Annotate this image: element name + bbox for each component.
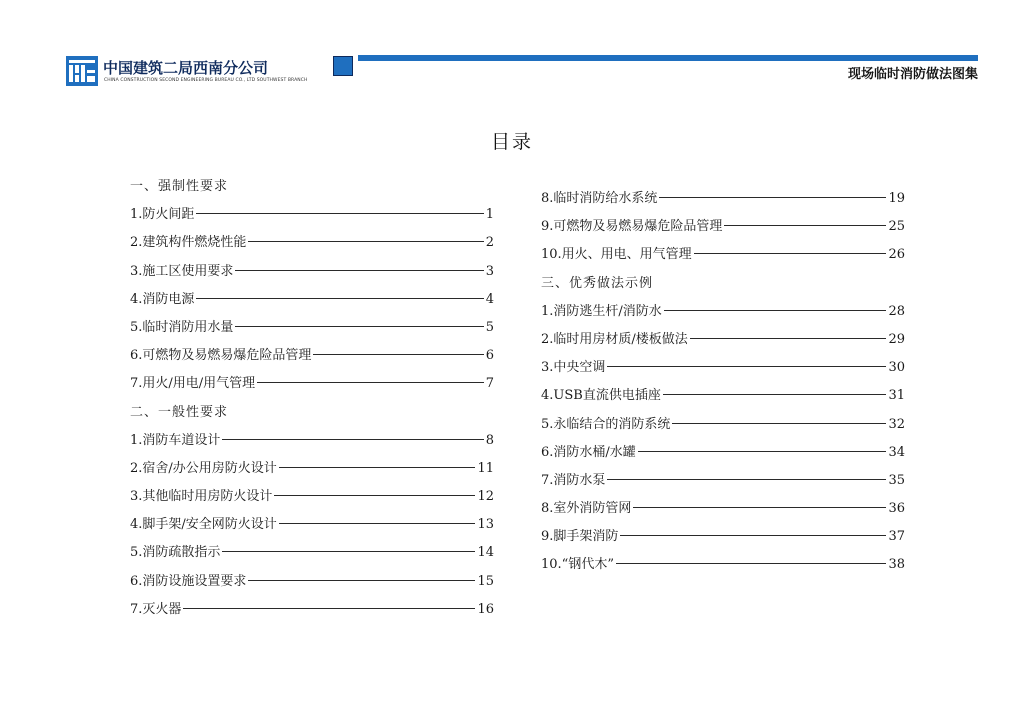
toc-page-number: 37 bbox=[888, 529, 905, 545]
company-name: 中国建筑二局西南分公司 bbox=[103, 59, 269, 77]
toc-entry[interactable] bbox=[541, 298, 905, 326]
toc-page-number: 13 bbox=[477, 517, 494, 533]
section-heading-label: 二、一般性要求 bbox=[130, 404, 229, 420]
toc-leader-line bbox=[196, 213, 483, 214]
toc-leader-line bbox=[274, 495, 475, 496]
toc-entry-label: 2.建筑构件燃烧性能 bbox=[130, 235, 247, 251]
toc-entry-label: 8.室外消防管网 bbox=[541, 501, 632, 517]
toc-entry[interactable] bbox=[130, 286, 494, 314]
toc-entry-label: 6.消防设施设置要求 bbox=[130, 573, 247, 589]
toc-page-number: 16 bbox=[477, 601, 494, 617]
toc-page-number: 25 bbox=[888, 219, 905, 235]
toc-entry[interactable] bbox=[130, 342, 494, 370]
toc-page-number: 2 bbox=[485, 235, 494, 251]
toc-entry-label: 3.中央空调 bbox=[541, 360, 606, 376]
toc-entry[interactable] bbox=[541, 213, 905, 241]
toc-entry-label: 3.施工区使用要求 bbox=[130, 263, 234, 279]
toc-entry-label: 5.消防疏散指示 bbox=[130, 545, 221, 561]
toc-leader-line bbox=[724, 225, 886, 226]
toc-page-number: 12 bbox=[477, 489, 494, 505]
header-bar-decoration bbox=[358, 55, 978, 61]
toc-entry-label: 4.USB直流供电插座 bbox=[541, 388, 661, 404]
toc-page-number: 31 bbox=[888, 388, 905, 404]
toc-entry[interactable] bbox=[130, 511, 494, 539]
toc-leader-line bbox=[672, 423, 886, 424]
toc-leader-line bbox=[607, 479, 886, 480]
toc-entry[interactable] bbox=[541, 439, 905, 467]
toc-entry[interactable] bbox=[541, 354, 905, 382]
toc-entry[interactable] bbox=[541, 467, 905, 495]
toc-entry[interactable] bbox=[130, 568, 494, 596]
toc-leader-line bbox=[313, 354, 483, 355]
toc-entry[interactable] bbox=[130, 201, 494, 229]
toc-entry-label: 7.灭火器 bbox=[130, 601, 182, 617]
section-heading-label: 一、强制性要求 bbox=[130, 179, 229, 194]
toc-entry-label: 7.用火/用电/用气管理 bbox=[130, 376, 256, 392]
toc-leader-line bbox=[235, 326, 483, 327]
toc-leader-line bbox=[183, 608, 475, 609]
toc-page-number: 5 bbox=[485, 319, 494, 335]
toc-entry-label: 10.“钢代木” bbox=[541, 557, 614, 573]
toc-leader-line bbox=[663, 394, 887, 395]
document-title: 现场临时消防做法图集 bbox=[847, 67, 978, 82]
toc-entry[interactable] bbox=[130, 483, 494, 511]
toc-entry-label: 9.可燃物及易燃易爆危险品管理 bbox=[541, 219, 723, 235]
toc-entry[interactable] bbox=[130, 455, 494, 483]
toc-entry-label: 1.防火间距 bbox=[130, 207, 195, 223]
toc-entry[interactable] bbox=[541, 523, 905, 551]
toc-entry-label: 1.消防逃生杆/消防水 bbox=[541, 303, 662, 319]
toc-entry-label: 5.临时消防用水量 bbox=[130, 319, 234, 335]
toc-leader-line bbox=[248, 241, 483, 242]
toc-entry-label: 4.消防电源 bbox=[130, 291, 195, 307]
toc-page-number: 32 bbox=[888, 416, 905, 432]
toc-page-number: 3 bbox=[485, 263, 494, 279]
toc-page-number: 4 bbox=[485, 291, 494, 307]
company-name-english: CHINA CONSTRUCTION SECOND ENGINEERING BUREAU CO., LTD SOUTHWEST BRANCH bbox=[104, 78, 308, 83]
toc-entry[interactable] bbox=[130, 258, 494, 286]
toc-page-number: 29 bbox=[888, 331, 905, 347]
toc-leader-line bbox=[279, 467, 476, 468]
toc-leader-line bbox=[620, 535, 886, 536]
toc-section-heading bbox=[541, 270, 905, 298]
toc-left-column bbox=[130, 173, 494, 624]
toc-leader-line bbox=[616, 563, 886, 564]
toc-entry[interactable] bbox=[130, 229, 494, 257]
toc-entry[interactable] bbox=[541, 495, 905, 523]
toc-leader-line bbox=[222, 439, 483, 440]
toc-leader-line bbox=[664, 310, 887, 311]
toc-title: 目录 bbox=[490, 131, 533, 153]
toc-page-number: 15 bbox=[477, 573, 494, 589]
toc-page-number: 8 bbox=[485, 432, 494, 448]
toc-entry[interactable] bbox=[541, 185, 905, 213]
toc-page-number: 7 bbox=[485, 376, 494, 392]
toc-leader-line bbox=[222, 551, 475, 552]
toc-page-number: 38 bbox=[888, 557, 905, 573]
toc-leader-line bbox=[690, 338, 887, 339]
toc-leader-line bbox=[633, 507, 886, 508]
toc-page-number: 14 bbox=[477, 545, 494, 561]
toc-leader-line bbox=[196, 298, 483, 299]
toc-entry-label: 10.用火、用电、用气管理 bbox=[541, 247, 692, 263]
toc-right-column bbox=[541, 185, 905, 580]
toc-page-number: 35 bbox=[888, 472, 905, 488]
toc-entry[interactable] bbox=[541, 551, 905, 579]
toc-page-number: 11 bbox=[477, 460, 494, 476]
toc-entry-label: 7.消防水泵 bbox=[541, 472, 606, 488]
toc-leader-line bbox=[248, 580, 475, 581]
toc-page-number: 1 bbox=[485, 207, 494, 223]
toc-section-heading bbox=[130, 399, 494, 427]
toc-entry[interactable] bbox=[541, 241, 905, 269]
toc-page-number: 6 bbox=[485, 348, 494, 364]
toc-entry-label: 8.临时消防给水系统 bbox=[541, 191, 658, 206]
section-heading-label: 三、优秀做法示例 bbox=[541, 275, 654, 291]
toc-entry-label: 4.脚手架/安全网防火设计 bbox=[130, 517, 277, 533]
toc-section-heading bbox=[130, 173, 494, 201]
toc-entry-label: 5.永临结合的消防系统 bbox=[541, 416, 671, 432]
toc-entry-label: 9.脚手架消防 bbox=[541, 529, 619, 545]
toc-leader-line bbox=[694, 253, 887, 254]
toc-entry-label: 2.宿舍/办公用房防火设计 bbox=[130, 460, 277, 476]
toc-leader-line bbox=[659, 197, 886, 198]
toc-entry-label: 1.消防车道设计 bbox=[130, 432, 221, 448]
toc-leader-line bbox=[607, 366, 886, 367]
toc-entry-label: 2.临时用房材质/楼板做法 bbox=[541, 331, 688, 347]
toc-leader-line bbox=[279, 523, 476, 524]
toc-entry[interactable] bbox=[130, 539, 494, 567]
toc-page-number: 36 bbox=[888, 501, 905, 517]
toc-page-number: 28 bbox=[888, 303, 905, 319]
toc-entry[interactable] bbox=[130, 427, 494, 455]
toc-page-number: 30 bbox=[888, 360, 905, 376]
toc-leader-line bbox=[235, 270, 483, 271]
toc-entry-label: 3.其他临时用房防火设计 bbox=[130, 489, 273, 505]
toc-page-number: 19 bbox=[888, 191, 905, 206]
toc-leader-line bbox=[638, 451, 887, 452]
company-logo bbox=[66, 56, 98, 86]
toc-entry-label: 6.可燃物及易燃易爆危险品管理 bbox=[130, 348, 312, 364]
toc-entry[interactable] bbox=[541, 326, 905, 354]
toc-entry[interactable] bbox=[130, 370, 494, 398]
toc-entry-label: 6.消防水桶/水罐 bbox=[541, 444, 636, 460]
toc-entry[interactable] bbox=[130, 314, 494, 342]
toc-page-number: 26 bbox=[888, 247, 905, 263]
header-square-decoration bbox=[333, 56, 353, 76]
toc-entry[interactable] bbox=[541, 382, 905, 410]
toc-page-number: 34 bbox=[888, 444, 905, 460]
toc-entry[interactable] bbox=[130, 596, 494, 624]
toc-entry[interactable] bbox=[541, 411, 905, 439]
toc-leader-line bbox=[257, 382, 484, 383]
